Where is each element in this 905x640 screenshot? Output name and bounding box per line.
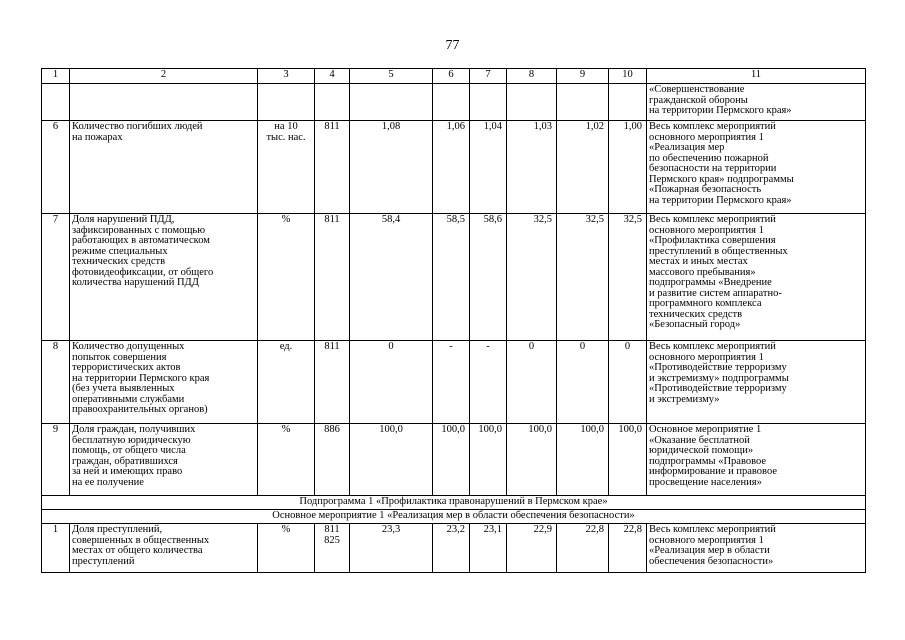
value-cell: 1,06 [433,121,470,214]
unit-cell [258,84,315,121]
row-number: 6 [42,121,70,214]
code-cell: 811 825 [315,524,350,573]
value-cell: 100,0 [507,424,557,496]
value-cell [507,84,557,121]
value-cell: 23,2 [433,524,470,573]
indicator-name: Количество допущенных попыток совершения террористических актов на территории Пермского края (без учета выявленных оперативными службами правоохранительных органов) [70,341,258,424]
code-cell: 886 [315,424,350,496]
value-cell: 100,0 [557,424,609,496]
value-cell: 1,02 [557,121,609,214]
section-row [42,510,866,524]
value-cell: 100,0 [470,424,507,496]
value-cell: 58,6 [470,214,507,341]
value-cell: 100,0 [609,424,647,496]
indicator-name: Доля преступлений, совершенных в общественных местах от общего количества преступлений [70,524,258,573]
note-cell: Весь комплекс мероприятий основного мероприятия 1 «Противодействие терроризму и экстремизму» подпрограммы «Противодействие терроризму и экстремизму» [647,341,866,424]
indicator-name [70,84,258,121]
subprogram-title: Подпрограмма 1 «Профилактика правонарушений в Пермском крае» [42,496,866,510]
code-cell [315,84,350,121]
indicator-name: Доля граждан, получивших бесплатную юридическую помощь, от общего числа граждан, обратившихся за ней и имеющих право на ее получение [70,424,258,496]
value-cell: 0 [350,341,433,424]
table-row [42,84,866,121]
unit-cell: % [258,424,315,496]
table-row [42,121,866,214]
value-cell: 1,08 [350,121,433,214]
header-cell: 8 [507,69,557,84]
value-cell: 22,9 [507,524,557,573]
table-row [42,341,866,424]
row-number: 9 [42,424,70,496]
header-cell: 9 [557,69,609,84]
header-cell: 5 [350,69,433,84]
header-cell: 3 [258,69,315,84]
indicator-name: Количество погибших людей на пожарах [70,121,258,214]
value-cell: 1,00 [609,121,647,214]
header-cell: 4 [315,69,350,84]
table-row [42,424,866,496]
header-cell: 11 [647,69,866,84]
value-cell: 1,03 [507,121,557,214]
note-cell: Весь комплекс мероприятий основного мероприятия 1 «Реализация мер по обеспечению пожарной безопасности на территории Пермского края» подпрограммы «Пожарная безопасность на территории Пермского края» [647,121,866,214]
value-cell: 0 [557,341,609,424]
value-cell: 23,3 [350,524,433,573]
header-cell: 6 [433,69,470,84]
note-cell: Весь комплекс мероприятий основного мероприятия 1 «Реализация мер в области обеспечения безопасности» [647,524,866,573]
note-cell: «Совершенствование гражданской обороны на территории Пермского края» [647,84,866,121]
indicator-name: Доля нарушений ПДД, зафиксированных с помощью работающих в автоматическом режиме специальных технических средств фотовидеофиксации, от общего количества нарушений ПДД [70,214,258,341]
header-cell: 10 [609,69,647,84]
unit-cell: на 10 тыс. нас. [258,121,315,214]
main-event-title: Основное мероприятие 1 «Реализация мер в области обеспечения безопасности» [42,510,866,524]
value-cell: 58,5 [433,214,470,341]
page-number: 77 [445,38,460,53]
value-cell: 32,5 [507,214,557,341]
value-cell: - [433,341,470,424]
code-cell: 811 [315,214,350,341]
unit-cell: % [258,214,315,341]
value-cell: 0 [609,341,647,424]
value-cell: 0 [507,341,557,424]
header-cell: 1 [42,69,70,84]
table-row [42,524,866,573]
value-cell: 22,8 [557,524,609,573]
value-cell [557,84,609,121]
row-number: 7 [42,214,70,341]
value-cell [433,84,470,121]
header-cell: 2 [70,69,258,84]
note-cell: Весь комплекс мероприятий основного мероприятия 1 «Профилактика совершения преступлений в общественных местах и иных местах массового пребывания» подпрограммы «Внедрение и развитие систем аппаратно- программного комплекса технических средств «Безопасный город» [647,214,866,341]
table-row [42,214,866,341]
value-cell [470,84,507,121]
value-cell [350,84,433,121]
value-cell: 100,0 [433,424,470,496]
section-row [42,496,866,510]
value-cell: 32,5 [609,214,647,341]
value-cell: - [470,341,507,424]
code-cell: 811 [315,121,350,214]
value-cell: 32,5 [557,214,609,341]
note-cell: Основное мероприятие 1 «Оказание бесплатной юридической помощи» подпрограммы «Правовое информирование и правовое просвещение населения» [647,424,866,496]
value-cell: 100,0 [350,424,433,496]
code-cell: 811 [315,341,350,424]
row-number [42,84,70,121]
unit-cell: % [258,524,315,573]
value-cell: 23,1 [470,524,507,573]
value-cell: 1,04 [470,121,507,214]
value-cell [609,84,647,121]
unit-cell: ед. [258,341,315,424]
value-cell: 22,8 [609,524,647,573]
row-number: 8 [42,341,70,424]
value-cell: 58,4 [350,214,433,341]
header-row [42,69,866,84]
row-number: 1 [42,524,70,573]
header-cell: 7 [470,69,507,84]
indicators-table [41,68,866,573]
